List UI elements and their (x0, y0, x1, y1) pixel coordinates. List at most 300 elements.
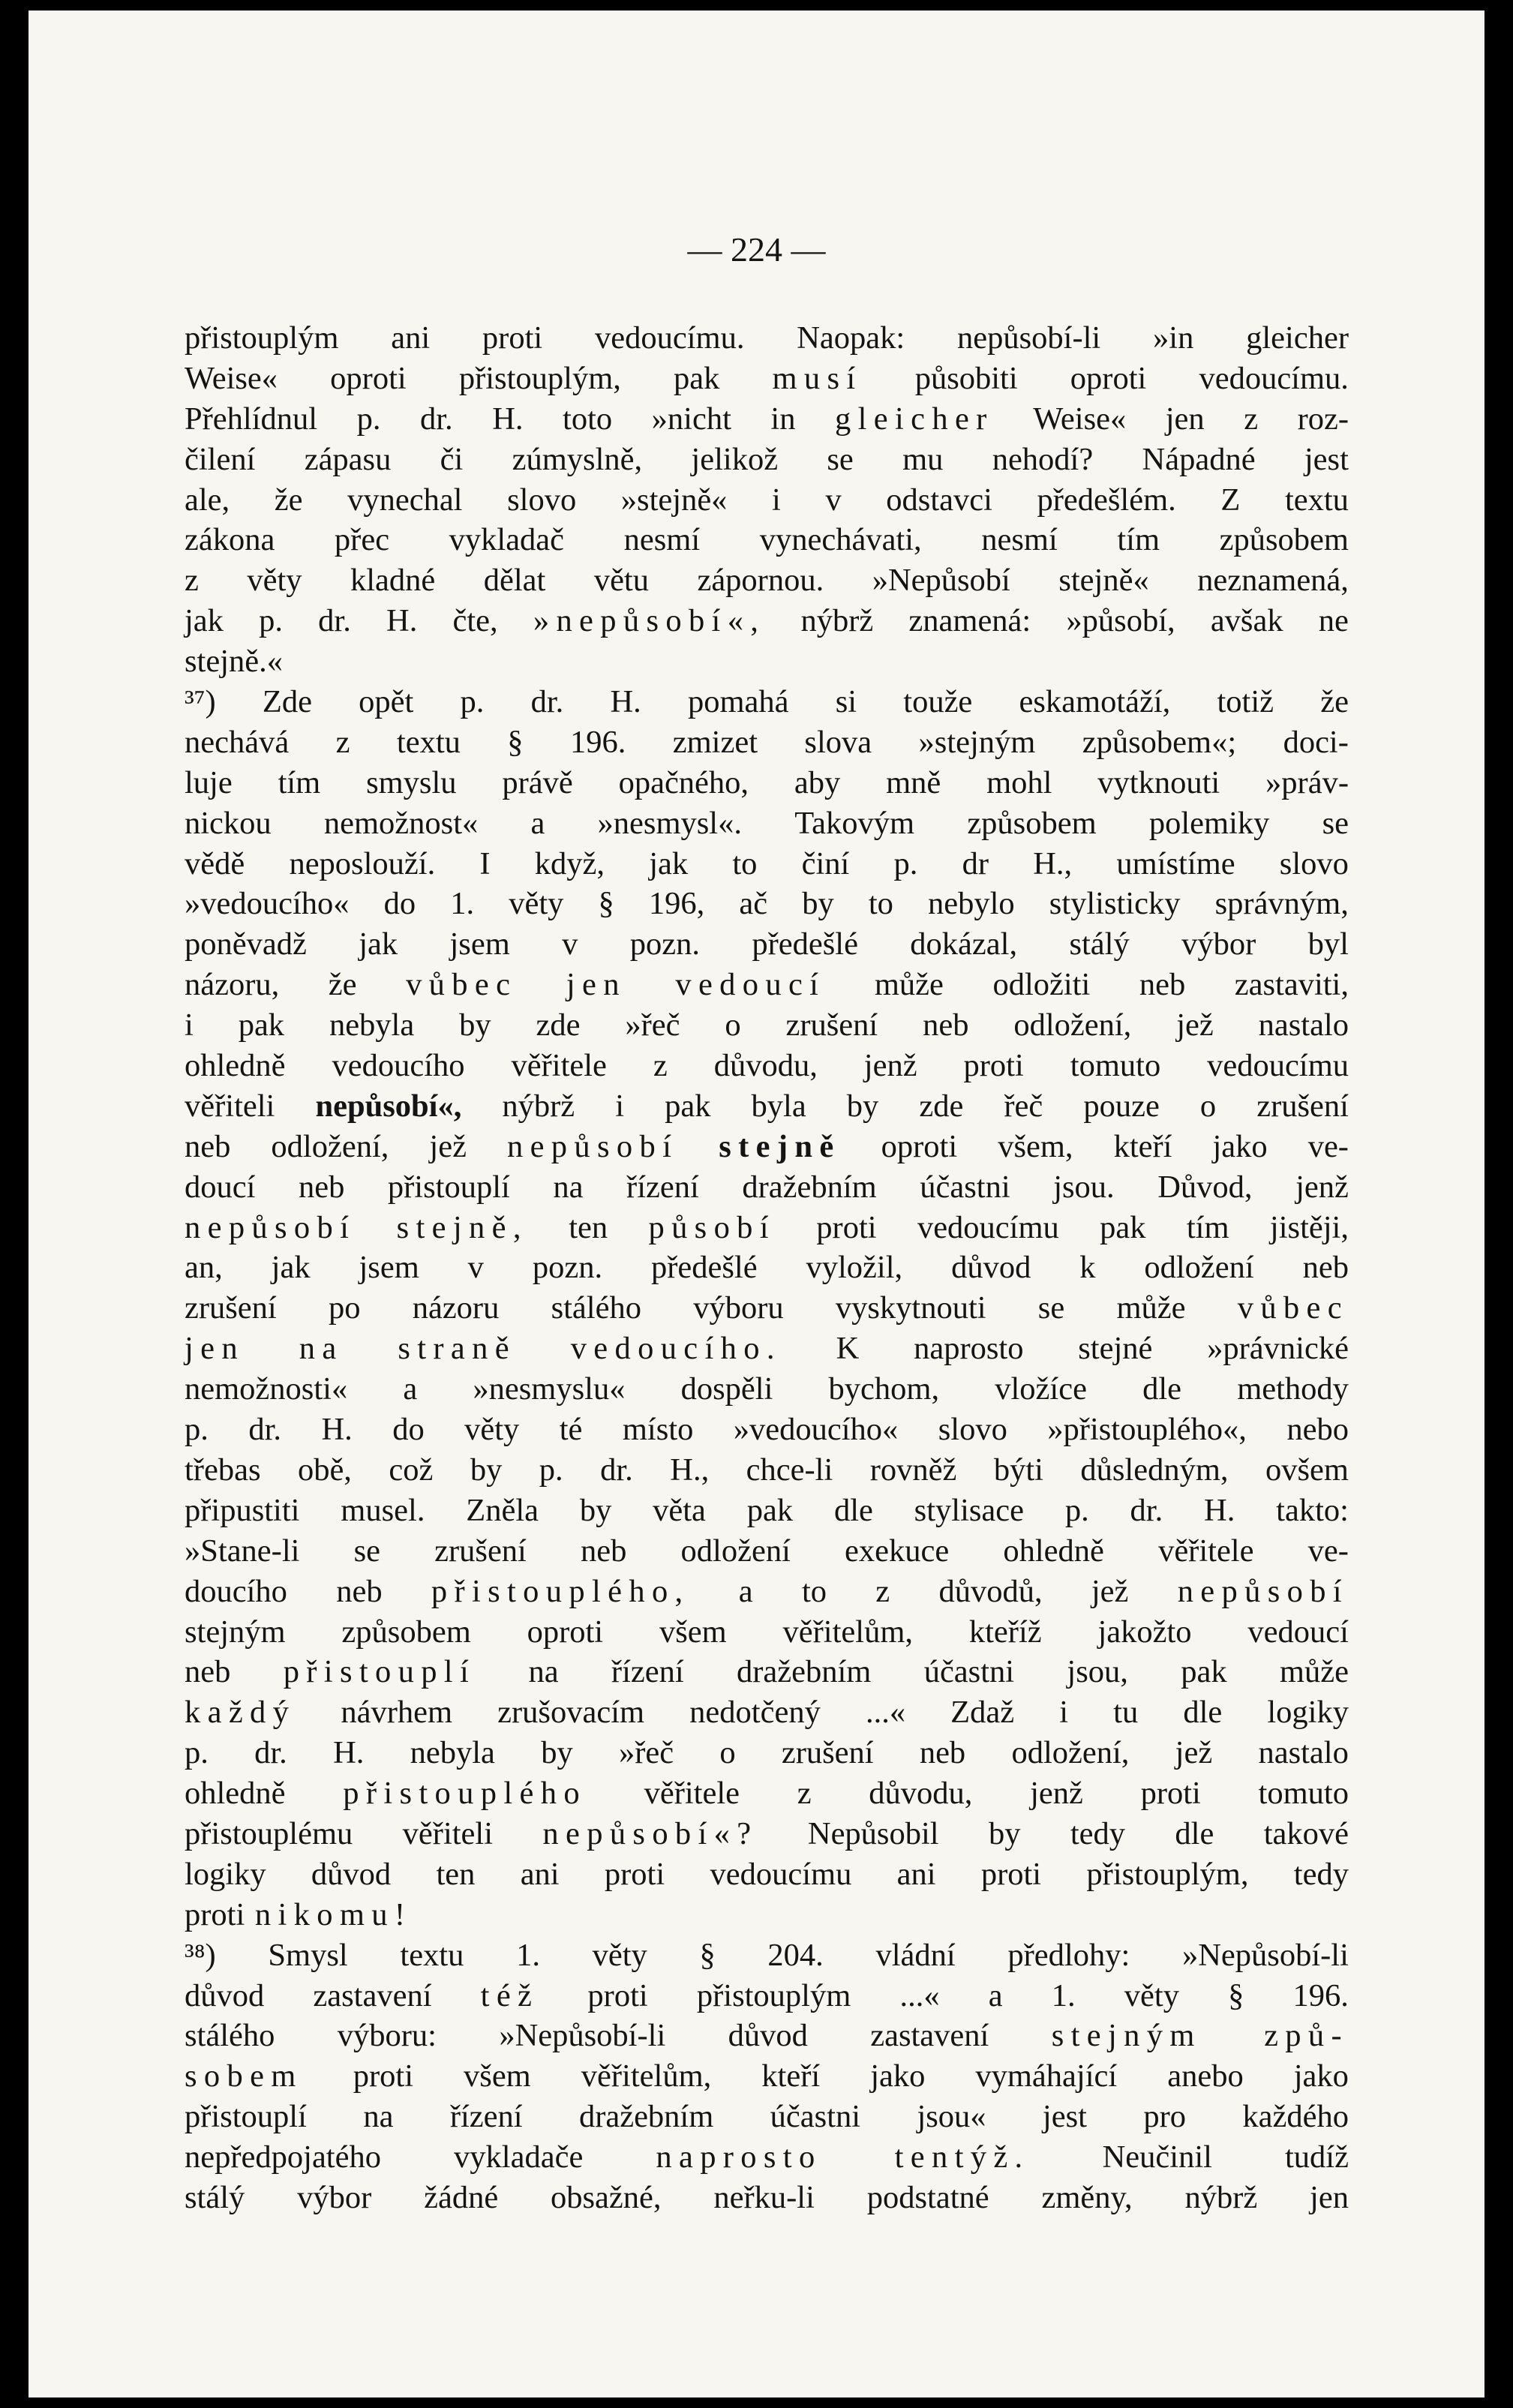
word: eskamotáží, (1019, 684, 1171, 720)
word: po (328, 1290, 361, 1326)
word: I (479, 845, 491, 881)
text-line (185, 1895, 1349, 1935)
word: do (392, 1412, 425, 1448)
word: »Stane-li (185, 1533, 300, 1569)
word: vyložil, (806, 1250, 903, 1286)
word: 196, (648, 886, 705, 922)
word: neb (923, 1007, 969, 1043)
word: řízení (611, 1654, 684, 1690)
word: výboru: (337, 2018, 437, 2054)
word: proti (963, 1048, 1024, 1084)
word: nepůsobí«, (315, 1088, 462, 1124)
word: třebas (185, 1452, 261, 1488)
word: nebyla (329, 1007, 415, 1043)
word: účastni (770, 2099, 861, 2135)
word: ...« (899, 1977, 940, 2013)
word: p. (356, 401, 381, 437)
word: H. (321, 1412, 353, 1448)
word: nebo (1286, 1412, 1349, 1448)
word: opačného, (618, 764, 749, 800)
word: jako (1293, 2058, 1349, 2094)
word: tu (1113, 1695, 1139, 1731)
word: odložení, (271, 1128, 389, 1164)
text-line (185, 440, 1349, 480)
word: důvodu, (713, 1048, 818, 1084)
word: jež (1175, 1735, 1213, 1771)
word: nebylo (928, 886, 1015, 922)
text-line (185, 924, 1349, 965)
word: Naopak: (797, 320, 905, 356)
word: stejně, (396, 1209, 528, 1245)
text-line (185, 1086, 1349, 1127)
word: § (598, 886, 614, 922)
word: tím (1117, 522, 1160, 558)
word: neb (581, 1533, 627, 1569)
word: k (1079, 1250, 1096, 1286)
word: zmizet (672, 724, 758, 760)
word: dokázal, (910, 926, 1018, 962)
word: jak (649, 845, 689, 881)
word: jen (1165, 401, 1205, 437)
word: roz- (1297, 401, 1349, 437)
word: nýbrž (800, 603, 874, 639)
word: z (875, 1573, 890, 1609)
word: správným, (1214, 886, 1349, 922)
word: dle (1142, 1371, 1182, 1407)
word: nemožnosti« (185, 1371, 348, 1407)
word: tudíž (1285, 2139, 1349, 2175)
word: čilení (185, 441, 256, 477)
word: »stejně« (620, 482, 728, 518)
word: proti (185, 1896, 245, 1932)
word: důvodů, (938, 1573, 1043, 1609)
word: »práv- (1265, 764, 1349, 800)
word: 1. (516, 1937, 540, 1973)
word: pro (1143, 2099, 1186, 2135)
word: jelikož (691, 441, 779, 477)
word: jako (1212, 1128, 1268, 1164)
word: jenž (863, 1048, 917, 1084)
word: kteříž (968, 1614, 1042, 1650)
word: vedoucího. (570, 1331, 782, 1367)
word: »nicht (651, 401, 731, 437)
word: jest (1304, 441, 1349, 477)
word: Weise« (185, 360, 278, 396)
word: přistouplí (185, 2099, 307, 2135)
word: mně (886, 764, 941, 800)
word: textu (1284, 482, 1349, 518)
word: 196. (569, 724, 626, 760)
word: věřitele (644, 1776, 740, 1812)
word: pomahá (687, 684, 789, 720)
word: a (988, 1977, 1003, 2013)
word: o (719, 1735, 736, 1771)
word: jsou« (917, 2099, 986, 2135)
word: tím (278, 764, 321, 800)
word: odložení, (1011, 1735, 1130, 1771)
word: může (1279, 1654, 1349, 1690)
word: předešlé (650, 1250, 758, 1286)
word: nechává (185, 724, 290, 760)
word: »Nepůsobí (872, 563, 1010, 599)
word: doci- (1283, 724, 1349, 760)
word: naprosto (914, 1331, 1024, 1367)
word: kladné (350, 563, 436, 599)
word: Z (1220, 482, 1241, 518)
word: přistouplí (387, 1169, 510, 1205)
word: může (874, 967, 944, 1003)
word: zápornou. (697, 563, 824, 599)
word: pozn. (629, 926, 700, 962)
word: odstavci (886, 482, 992, 518)
word: znamená: (908, 603, 1031, 639)
word: jistěji, (1269, 1209, 1349, 1245)
word: dle (1175, 1815, 1214, 1851)
word: musí (772, 360, 863, 396)
word: opět (359, 684, 414, 720)
word: když, (534, 845, 605, 881)
word: stejně (719, 1128, 841, 1164)
word: na (299, 1331, 344, 1367)
word: dr. (419, 401, 453, 437)
word: důvod (185, 1977, 265, 2013)
word: předlohy: (1007, 1937, 1130, 1973)
word: dr. (600, 1452, 633, 1488)
word: »vedoucího« (733, 1412, 899, 1448)
word: neznamená, (1197, 563, 1349, 599)
word: stejné (1078, 1331, 1153, 1367)
word: oproti (330, 360, 407, 396)
word: proti (604, 1856, 665, 1892)
text-line (185, 1369, 1349, 1410)
word: přistouplým (185, 320, 339, 356)
word: »Nepůsobí-li (499, 2018, 666, 2054)
word: luje (185, 764, 233, 800)
word: toto (563, 401, 613, 437)
word: i (772, 482, 781, 518)
word: aby (794, 764, 841, 800)
word: se (827, 441, 854, 477)
word: o (1199, 1088, 1217, 1124)
word: pozn. (532, 1250, 603, 1286)
word: jak (271, 1250, 311, 1286)
word: nepůsobí-li (957, 320, 1101, 356)
word: zrušení (185, 1290, 277, 1326)
word: tedy (1070, 1815, 1126, 1851)
word: každý (185, 1695, 296, 1731)
word: nesmí (623, 522, 701, 558)
word: dr. (318, 603, 351, 639)
word: nastalo (1258, 1007, 1349, 1043)
word: vedoucí (675, 967, 826, 1003)
word: věřiteli (402, 1815, 494, 1851)
word: nickou (185, 805, 272, 841)
word: to (868, 886, 893, 922)
word: do (383, 886, 416, 922)
word: vykladače (454, 2139, 584, 2175)
word: věřitele (1158, 1533, 1254, 1569)
word: podstatné (866, 2179, 989, 2215)
word: zrušení (1256, 1088, 1349, 1124)
word: věřitele (511, 1048, 607, 1084)
word: dr. (530, 684, 564, 720)
word: ...« (865, 1695, 906, 1731)
word: vědě (185, 845, 245, 881)
word: exekuce (845, 1533, 950, 1569)
word: pak (674, 360, 720, 396)
word: to (801, 1573, 827, 1609)
word: oproti (1070, 360, 1147, 396)
word: zrušení (785, 1007, 878, 1043)
word: jen (185, 1331, 245, 1367)
word: výbor (297, 2179, 372, 2215)
word: dražebním (737, 1654, 872, 1690)
word: dražebním (742, 1169, 877, 1205)
book-page (29, 11, 1484, 2397)
word: ohledně (185, 1776, 286, 1812)
word: stálého (185, 2018, 275, 2054)
word: by (988, 1815, 1021, 1851)
text-line (185, 844, 1349, 884)
word: logiky (1267, 1695, 1349, 1731)
word: stylisticky (1049, 886, 1181, 922)
text-line (185, 1248, 1349, 1288)
text-line (185, 480, 1349, 521)
word: neb (185, 1128, 231, 1164)
text-line (185, 1976, 1349, 2016)
word: straně (398, 1331, 516, 1367)
word: 196. (1292, 1977, 1349, 2013)
word: doucí (185, 1169, 256, 1205)
word: na (553, 1169, 584, 1205)
word: věřitelům, (782, 1614, 914, 1650)
word: nesmí (981, 522, 1058, 558)
word: vedoucího (332, 1048, 465, 1084)
word: zastaviti, (1234, 967, 1349, 1003)
word: vedoucímu (917, 1209, 1059, 1245)
word: zákona (185, 522, 275, 558)
text-line (185, 601, 1349, 641)
word: oproti (881, 1128, 958, 1164)
word: všem (464, 2058, 531, 2094)
word: nehodí? (992, 441, 1094, 477)
text-line (185, 2097, 1349, 2137)
word: věty (592, 1937, 647, 1973)
word: musel. (341, 1492, 425, 1528)
word: chce-li (746, 1452, 833, 1488)
text-line (185, 2056, 1349, 2097)
word: přistouplého (343, 1776, 587, 1812)
word: »řeč (625, 1007, 680, 1043)
word: ten (436, 1856, 476, 1892)
word: proti (816, 1209, 877, 1245)
word: neb (185, 1654, 231, 1690)
word: Nápadné (1142, 441, 1256, 477)
text-line (185, 1733, 1349, 1773)
word: smyslu (366, 764, 457, 800)
word: poněvadž (185, 926, 307, 962)
word: obě, (297, 1452, 352, 1488)
text-line (185, 1208, 1349, 1248)
word: z (797, 1776, 812, 1812)
word: nepůsobí«? (542, 1815, 758, 1851)
word: by (470, 1452, 503, 1488)
word: neb (1302, 1250, 1349, 1286)
word: jsem (449, 926, 510, 962)
word: předešlé (752, 926, 858, 962)
text-line (185, 763, 1349, 803)
word: in (770, 401, 796, 437)
text-line (185, 1046, 1349, 1086)
word: ne (1318, 603, 1349, 639)
word: změny, (1041, 2179, 1133, 2215)
word: takové (1263, 1815, 1349, 1851)
text-line (185, 682, 1349, 722)
word: Zde (262, 684, 312, 720)
word: přistouplého, (431, 1573, 690, 1609)
word: textu (396, 724, 461, 760)
text-line (185, 1329, 1349, 1369)
word: jako (870, 2058, 926, 2094)
word: p. (1064, 1492, 1089, 1528)
word: takto: (1276, 1492, 1349, 1528)
word: ani (520, 1856, 560, 1892)
word: zde (536, 1007, 581, 1043)
word: neb (919, 1735, 966, 1771)
word: býti (993, 1452, 1043, 1488)
word: nedotčený (689, 1695, 821, 1731)
word: pak (1100, 1209, 1146, 1245)
word: by (541, 1735, 573, 1771)
word: a (403, 1371, 418, 1407)
word: účastni (920, 1169, 1010, 1205)
word: připustiti (185, 1492, 300, 1528)
word: methody (1237, 1371, 1349, 1407)
text-line (185, 1814, 1349, 1854)
word: i (615, 1088, 625, 1124)
word: ve- (1307, 1128, 1349, 1164)
word: způ- (1264, 2018, 1349, 2054)
word: »přistouplého«, (1047, 1412, 1247, 1448)
word: jen (566, 967, 626, 1003)
word: jak (359, 926, 398, 962)
word: výboru (693, 1290, 784, 1326)
word: H. (610, 684, 641, 720)
word: Zdaž (950, 1695, 1015, 1731)
word: důvodu, (869, 1776, 973, 1812)
word: Neučinil (1102, 2139, 1212, 2175)
word: p. (185, 1735, 209, 1771)
word: si (835, 684, 857, 720)
text-line (185, 1410, 1349, 1450)
text-line (185, 560, 1349, 601)
word: jak (185, 603, 224, 639)
word: zúmyslně, (512, 441, 643, 477)
word: neb (336, 1573, 383, 1609)
word: dr. (254, 1735, 287, 1771)
word: může (1116, 1290, 1186, 1326)
text-line (185, 399, 1349, 440)
word: zrušení (434, 1533, 527, 1569)
word: každého (1242, 2099, 1349, 2135)
word: pak (1181, 1654, 1227, 1690)
word: slova (804, 724, 872, 760)
word: ani (896, 1856, 936, 1892)
text-line (185, 2178, 1349, 2218)
word: způsobem«; (1082, 724, 1237, 760)
word: zde (919, 1088, 964, 1124)
word: že (328, 967, 357, 1003)
word: mohl (986, 764, 1052, 800)
word: způsobem (341, 1614, 471, 1650)
word: řízení (626, 1169, 699, 1205)
word: jež (429, 1128, 467, 1164)
word: na (363, 2099, 394, 2135)
word: věty (464, 1412, 520, 1448)
word: § (1228, 1977, 1244, 2013)
word: jakožto (1097, 1614, 1192, 1650)
word: slovo (1279, 845, 1349, 881)
word: přistouplí (283, 1654, 476, 1690)
word: přistouplému (185, 1815, 353, 1851)
word: způsobem (1219, 522, 1349, 558)
page-text (185, 318, 1349, 2218)
word: totiž (1217, 684, 1274, 720)
word: vynechal (347, 482, 463, 518)
word: přistouplým, (458, 360, 621, 396)
word: stálého (551, 1290, 641, 1326)
word: vůbec (1237, 1290, 1349, 1326)
word: p. (893, 845, 918, 881)
word: tentýž. (894, 2139, 1030, 2175)
word: též (480, 1977, 539, 2013)
word: 1. (1051, 1977, 1076, 2013)
word: stejně« (1058, 563, 1149, 599)
text-line (185, 965, 1349, 1005)
word: Přehlídnul (185, 401, 318, 437)
word: jsou. (1053, 1169, 1115, 1205)
word: neb (298, 1169, 345, 1205)
word: vedoucímu (710, 1856, 852, 1892)
word: jež (1091, 1573, 1129, 1609)
word: neb (1139, 967, 1186, 1003)
word: proti (1140, 1776, 1201, 1812)
text-line (185, 1612, 1349, 1653)
word: se (1322, 805, 1349, 841)
word: byla (751, 1088, 806, 1124)
word: nikomu! (254, 1896, 413, 1932)
word: zastavení (313, 1977, 432, 2013)
word: logiky (185, 1856, 266, 1892)
word: 1. (450, 886, 475, 922)
text-line (185, 1692, 1349, 1733)
word: vložíce (995, 1371, 1087, 1407)
text-line (185, 1652, 1349, 1692)
word: p. (259, 603, 283, 639)
word: jen (1310, 2179, 1349, 2215)
word: větu (593, 563, 649, 599)
word: důvod (728, 2018, 808, 2054)
text-line (185, 641, 1349, 682)
text-line (185, 1773, 1349, 1814)
word: způsobem (967, 805, 1097, 841)
word: odložiti (992, 967, 1091, 1003)
word: jenž (1295, 1169, 1349, 1205)
word: činí (801, 845, 850, 881)
word: pak (238, 1007, 285, 1043)
word: dr. (248, 1412, 281, 1448)
word: z (653, 1048, 668, 1084)
